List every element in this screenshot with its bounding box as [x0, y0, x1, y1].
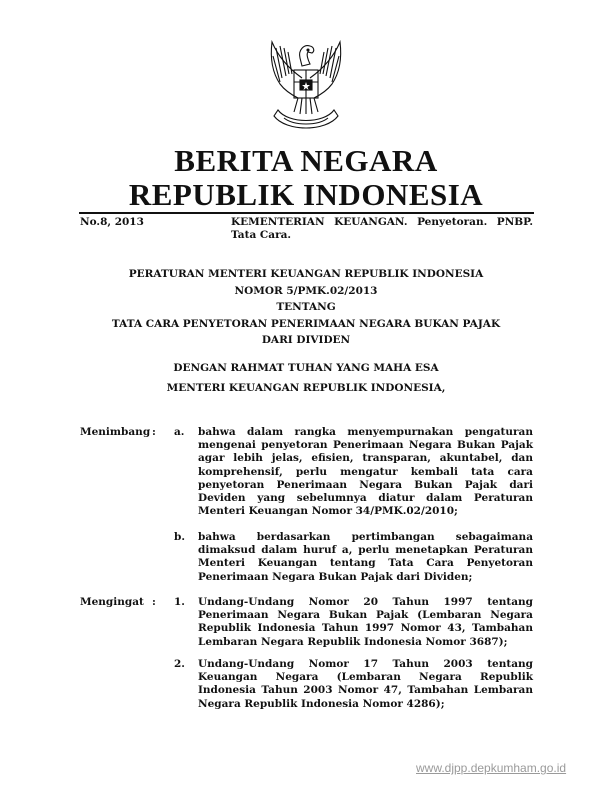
- text-line: Republik Indonesia Tahun 1997 Nomor 43, Tambahan: [198, 622, 533, 635]
- masthead-divider: [79, 212, 534, 214]
- regulation-number: NOMOR 5/PMK.02/2013: [234, 284, 378, 297]
- preamble: [0, 358, 612, 398]
- issue-description: KEMENTERIAN KEUANGAN. Penyetoran. PNBP. Tata Cara.: [231, 216, 533, 241]
- text-line: Undang-Undang Nomor 17 Tahun 2003 tentang: [198, 658, 533, 670]
- text-line: penyetoran Penerimaan Negara Bukan Pajak dari: [198, 478, 533, 491]
- regulation-heading: [0, 266, 612, 349]
- menimbang-label: Menimbang: [80, 426, 151, 438]
- text-line: Menteri Keuangan Nomor 34/PMK.02/2010;: [198, 505, 458, 518]
- text-line: Lembaran Negara Republik Indonesia Nomor 3687);: [198, 635, 508, 648]
- preamble-line1: DENGAN RAHMAT TUHAN YANG MAHA ESA: [173, 362, 439, 374]
- item-marker: 2.: [174, 658, 185, 670]
- regulation-title: PERATURAN MENTERI KEUANGAN REPUBLIK INDONESIA: [128, 268, 484, 280]
- text-line: Menteri Keuangan tentang Tata Cara Penyetoran: [198, 557, 533, 570]
- item-text: [198, 426, 533, 518]
- mengingat-colon: :: [152, 596, 156, 608]
- text-line: komprehensif, perlu mengatur kembali tata cara: [198, 465, 533, 478]
- text-line: Indonesia Tahun 2003 Nomor 47, Tambahan Lembaran: [198, 684, 533, 697]
- garuda-pancasila-emblem-icon: [258, 38, 354, 138]
- text-line: dimaksud dalam huruf a, perlu menetapkan Peraturan: [198, 544, 533, 557]
- regulation-subject-line1: TATA CARA PENYETORAN PENERIMAAN NEGARA BUKAN PAJAK: [111, 317, 501, 330]
- regulation-subject-line2: DARI DIVIDEN: [261, 334, 351, 346]
- text-line: Penerimaan Negara Bukan Pajak dari Dividen;: [198, 570, 473, 583]
- issue-number: No.8, 2013: [80, 216, 144, 228]
- source-watermark-link[interactable]: www.djpp.depkumham.go.id: [416, 761, 567, 775]
- text-line: Undang-Undang Nomor 20 Tahun 1997 tentang: [198, 596, 533, 608]
- text-line: bahwa berdasarkan pertimbangan sebagaimana: [198, 531, 533, 543]
- item-marker: b.: [174, 531, 185, 543]
- item-marker: 1.: [174, 596, 185, 608]
- text-line: Deviden yang sebelumnya diatur dalam Peraturan: [198, 492, 533, 505]
- regulation-about: TENTANG: [276, 301, 336, 313]
- item-text: [198, 596, 533, 649]
- preamble-line2: MENTERI KEUANGAN REPUBLIK INDONESIA,: [166, 382, 446, 394]
- text-line: Penerimaan Negara Bukan Pajak (Lembaran Negara: [198, 609, 533, 622]
- mengingat-label: Mengingat: [80, 596, 144, 608]
- masthead-title-line1: BERITA NEGARA: [174, 143, 438, 178]
- menimbang-colon: :: [152, 426, 156, 438]
- item-marker: a.: [174, 426, 185, 438]
- item-text: [198, 531, 533, 584]
- text-line: agar lebih jelas, efisien, transparan, akuntabel, dan: [198, 452, 533, 465]
- item-text: [198, 658, 533, 711]
- text-line: Keuangan Negara (Lembaran Negara Republik: [198, 671, 533, 684]
- text-line: mengenai penyetoran Penerimaan Negara Bukan Pajak: [198, 439, 533, 452]
- text-line: Negara Republik Indonesia Nomor 4286);: [198, 697, 445, 710]
- masthead-title-line2: REPUBLIK INDONESIA: [128, 177, 484, 212]
- text-line: bahwa dalam rangka menyempurnakan pengaturan: [198, 426, 533, 438]
